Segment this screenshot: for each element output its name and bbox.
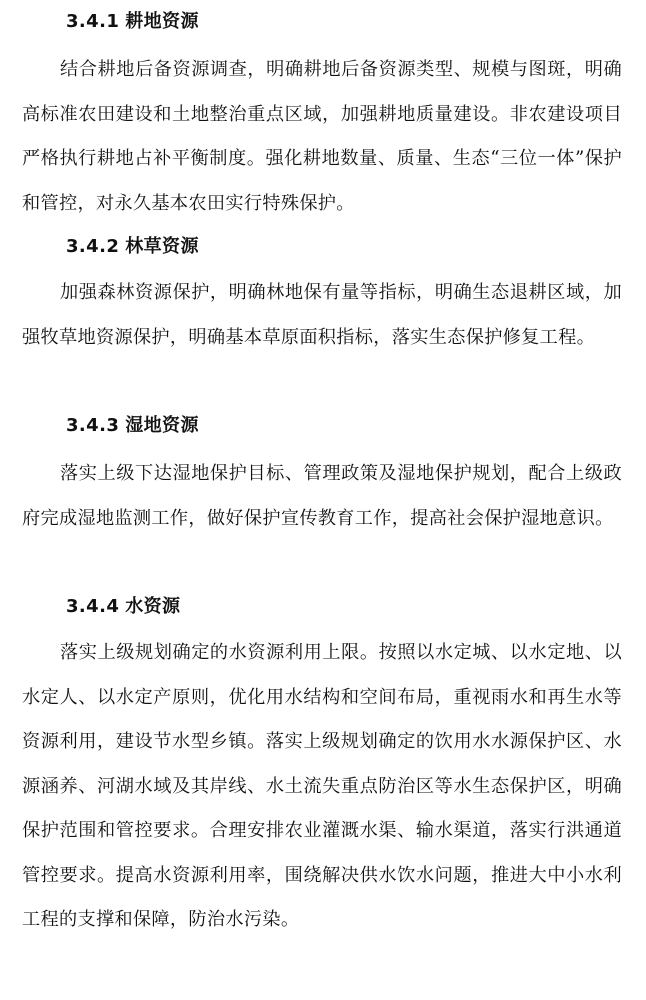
section-number: 3.4.3 [66, 415, 120, 436]
section-title: 林草资源 [125, 236, 199, 257]
section-heading [66, 595, 180, 619]
section-paragraph: 加强森林资源保护，明确林地保有量等指标，明确生态退耕区域，加强牧草地资源保护，明确基本草原面积指标，落实生态保护修复工程。 [22, 282, 622, 348]
section-number: 3.4.1 [66, 11, 120, 32]
section-paragraph: 落实上级下达湿地保护目标、管理政策及湿地保护规划，配合上级政府完成湿地监测工作，做好保护宣传教育工作，提高社会保护湿地意识。 [22, 463, 622, 529]
section-paragraph: 结合耕地后备资源调查，明确耕地后备资源类型、规模与图斑，明确高标准农田建设和土地整治重点区域，加强耕地质量建设。非农建设项目严格执行耕地占补平衡制度。强化耕地数量、质量、生态“三位一体”保护和管控，对永久基本农田实行特殊保护。 [22, 59, 622, 214]
section-number: 3.4.2 [66, 236, 120, 257]
section-number: 3.4.4 [66, 596, 120, 617]
section-title: 湿地资源 [125, 415, 199, 436]
section-title: 水资源 [125, 596, 181, 617]
section-heading [66, 10, 199, 34]
section-paragraph: 落实上级规划确定的水资源利用上限。按照以水定城、以水定地、以水定人、以水定产原则，优化用水结构和空间布局，重视雨水和再生水等资源利用，建设节水型乡镇。落实上级规划确定的饮用水水源保护区、水源涵养、河湖水域及其岸线、水土流失重点防治区等水生态保护区，明确保护范围和管控要求。合理安排农业灌溉水渠、输水渠道，落实行洪通道管控要求。提高水资源利用率，围绕解决供水饮水问题，推进大中小水利工程的支撑和保障，防治水污染。 [22, 642, 622, 930]
section-heading [66, 414, 199, 438]
section-heading [66, 235, 199, 259]
section-title: 耕地资源 [125, 11, 199, 32]
